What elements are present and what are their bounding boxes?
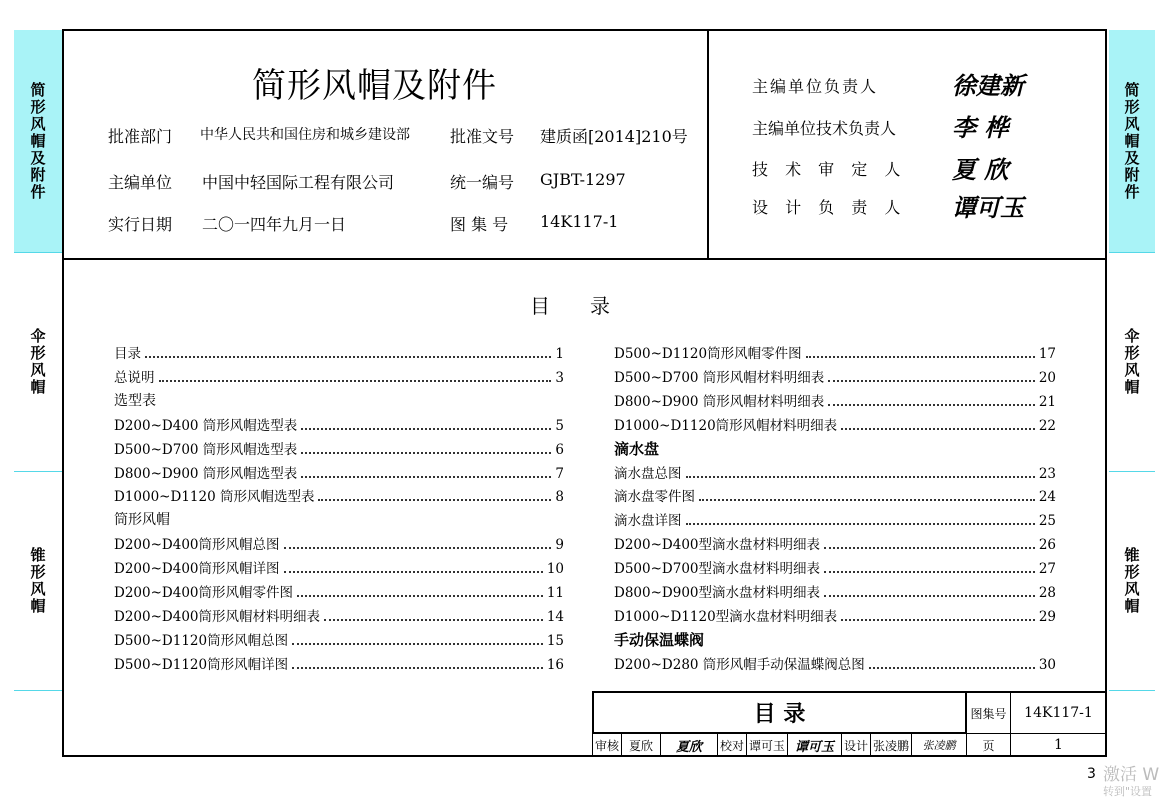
left-tab-tube-cap[interactable] bbox=[14, 30, 62, 252]
toc-section-heading: 滴水盘 bbox=[614, 440, 660, 458]
design-signature: 张凌鹏 bbox=[922, 739, 956, 752]
toc-leader-dots bbox=[828, 380, 1035, 382]
sheet-number: 3 bbox=[1087, 766, 1096, 782]
toc-entry-label: D500~D1120筒形风帽零件图 bbox=[614, 346, 802, 362]
toc-entry-page: 14 bbox=[546, 609, 564, 625]
check-label-cell bbox=[592, 733, 622, 757]
toc-entry-page: 16 bbox=[546, 657, 564, 673]
responsible-role-1: 主编单位负责人 bbox=[752, 77, 879, 96]
right-tab-cone-cap-label: 锥形风帽 bbox=[1124, 546, 1140, 615]
toc-entry[interactable] bbox=[614, 342, 1056, 364]
toc-entry-label: D1000~D1120型滴水盘材料明细表 bbox=[614, 609, 838, 625]
left-tab-divider bbox=[14, 690, 62, 691]
toc-entry-label: D200~D400型滴水盘材料明细表 bbox=[614, 537, 820, 553]
header-divider bbox=[62, 258, 1107, 260]
toc-entry-page: 21 bbox=[1038, 394, 1056, 410]
toc-entry-label: D800~D900型滴水盘材料明细表 bbox=[614, 585, 820, 601]
toc-entry-page: 11 bbox=[546, 585, 564, 601]
toc-entry-label: D500~D1120筒形风帽总图 bbox=[114, 633, 289, 649]
editor-unit-label: 主编单位 bbox=[108, 173, 173, 192]
toc-leader-dots bbox=[292, 643, 543, 645]
design-name: 张凌鹏 bbox=[872, 738, 909, 753]
check-name-cell bbox=[621, 733, 661, 757]
toc-entry-label: 总说明 bbox=[114, 370, 155, 386]
toc-entry-label: D500~D700型滴水盘材料明细表 bbox=[614, 561, 820, 577]
toc-leader-dots bbox=[297, 595, 543, 597]
toc-leader-dots bbox=[841, 619, 1035, 621]
design-label-cell bbox=[841, 733, 871, 757]
atlas-value-cell bbox=[1010, 691, 1107, 734]
toc-entry[interactable] bbox=[114, 462, 564, 484]
check-label: 审核 bbox=[594, 738, 619, 753]
atlas-no-value: 14K117-1 bbox=[540, 212, 619, 231]
design-sig-cell bbox=[911, 733, 967, 757]
toc-section-heading: 筒形风帽 bbox=[114, 512, 170, 528]
toc-entry-label: D200~D400 筒形风帽选型表 bbox=[114, 418, 298, 434]
left-tab-umbrella-cap[interactable] bbox=[14, 253, 62, 471]
unified-no-label: 统一编号 bbox=[450, 173, 515, 192]
toc-entry-page: 25 bbox=[1038, 513, 1056, 529]
approve-dept-label: 批准部门 bbox=[108, 127, 173, 146]
check-signature: 夏欣 bbox=[675, 739, 702, 755]
toc-leader-dots bbox=[284, 571, 543, 573]
toc-entry-page: 29 bbox=[1038, 609, 1056, 625]
toc-entry[interactable] bbox=[114, 581, 564, 603]
toc-entry-page: 10 bbox=[546, 561, 564, 577]
toc-entry-page: 22 bbox=[1038, 418, 1056, 434]
responsible-role-3: 技 术 审 定 人 bbox=[752, 160, 907, 179]
toc-entry-label: 滴水盘详图 bbox=[614, 513, 682, 529]
page-label: 页 bbox=[982, 738, 995, 753]
activation-watermark-line1: 激活 W bbox=[1103, 765, 1160, 785]
right-tab-umbrella-cap-label: 伞形风帽 bbox=[1124, 327, 1140, 396]
approve-doc-value: 建质函[2014]210号 bbox=[540, 127, 688, 146]
toc-entry-label: D200~D400筒形风帽材料明细表 bbox=[114, 609, 320, 625]
toc-entry-label: 滴水盘总图 bbox=[614, 466, 682, 482]
toc-entry-label: D1000~D1120 筒形风帽选型表 bbox=[114, 489, 315, 505]
left-tab-umbrella-cap-label: 伞形风帽 bbox=[30, 327, 46, 396]
atlas-label-cell bbox=[966, 691, 1011, 734]
toc-leader-dots bbox=[699, 499, 1035, 501]
proof-signature: 谭可玉 bbox=[794, 739, 834, 755]
toc-entry-page: 26 bbox=[1038, 537, 1056, 553]
activation-watermark-line2: 转到"设置 bbox=[1103, 785, 1153, 798]
toc-leader-dots bbox=[686, 476, 1035, 478]
page-label-cell bbox=[966, 733, 1011, 757]
toc-entry-label: D800~D900 筒形风帽选型表 bbox=[114, 466, 298, 482]
toc-entry-page: 5 bbox=[555, 418, 564, 434]
approve-dept-value: 中华人民共和国住房和城乡建设部 bbox=[200, 127, 410, 143]
toc-entry[interactable] bbox=[114, 533, 564, 555]
check-name: 夏欣 bbox=[628, 738, 653, 753]
toc-entry-page: 8 bbox=[555, 489, 564, 505]
atlas-label: 图集号 bbox=[970, 706, 1007, 721]
approve-doc-label: 批准文号 bbox=[450, 127, 515, 146]
toc-entry[interactable] bbox=[614, 653, 1056, 675]
toc-leader-dots bbox=[284, 547, 552, 549]
toc-leader-dots bbox=[318, 499, 551, 501]
left-tab-cone-cap[interactable] bbox=[14, 472, 62, 690]
responsible-signature-3: 夏 欣 bbox=[952, 155, 1009, 184]
toc-entry[interactable] bbox=[114, 557, 564, 579]
toc-entry-label: 滴水盘零件图 bbox=[614, 489, 695, 505]
toc-leader-dots bbox=[292, 667, 543, 669]
toc-entry-page: 7 bbox=[555, 466, 564, 482]
toc-section-heading: 选型表 bbox=[114, 393, 156, 409]
toc-leader-dots bbox=[841, 428, 1035, 430]
responsible-signature-2: 李 桦 bbox=[952, 113, 1009, 142]
toc-entry-label: D800~D900 筒形风帽材料明细表 bbox=[614, 394, 825, 410]
toc-entry[interactable] bbox=[614, 581, 1056, 603]
toc-leader-dots bbox=[828, 404, 1035, 406]
responsible-signature-4: 谭可玉 bbox=[952, 193, 1024, 222]
impl-date-label: 实行日期 bbox=[108, 215, 173, 234]
right-tab-tube-cap-label: 简形风帽及附件 bbox=[1124, 80, 1140, 201]
proof-name: 谭可玉 bbox=[748, 738, 785, 753]
toc-entry-label: D500~D700 筒形风帽选型表 bbox=[114, 442, 298, 458]
toc-leader-dots bbox=[824, 571, 1035, 573]
toc-entry[interactable] bbox=[114, 438, 564, 460]
header-column-divider bbox=[707, 29, 709, 259]
toc-entry[interactable] bbox=[614, 605, 1056, 627]
check-sig-cell bbox=[660, 733, 718, 757]
right-tab-umbrella-cap[interactable] bbox=[1109, 253, 1155, 471]
title-block-name bbox=[592, 691, 967, 734]
toc-entry-label: D200~D280 筒形风帽手动保温蝶阀总图 bbox=[614, 657, 865, 673]
atlas-no-label: 图 集 号 bbox=[450, 215, 509, 234]
toc-leader-dots bbox=[686, 523, 1035, 525]
toc-entry-label: D200~D400筒形风帽零件图 bbox=[114, 585, 293, 601]
toc-entry-label: D500~D700 筒形风帽材料明细表 bbox=[614, 370, 825, 386]
title-block-name-text: 目 录 bbox=[753, 702, 806, 727]
responsible-signature-1: 徐建新 bbox=[952, 71, 1024, 100]
left-tab-tube-cap-label: 简形风帽及附件 bbox=[30, 80, 46, 201]
toc-entry[interactable] bbox=[614, 414, 1056, 436]
toc-entry[interactable] bbox=[114, 414, 564, 436]
toc-entry-page: 28 bbox=[1038, 585, 1056, 601]
design-label: 设计 bbox=[843, 738, 868, 753]
page-value: 1 bbox=[1054, 737, 1063, 753]
toc-entry[interactable] bbox=[114, 653, 564, 675]
toc-entry[interactable] bbox=[614, 509, 1056, 531]
toc-leader-dots bbox=[869, 667, 1035, 669]
toc-leader-dots bbox=[824, 595, 1035, 597]
toc-entry-page: 20 bbox=[1038, 370, 1056, 386]
toc-entry-label: D500~D1120筒形风帽详图 bbox=[114, 657, 289, 673]
toc-leader-dots bbox=[145, 356, 551, 358]
toc-entry-page: 23 bbox=[1038, 466, 1056, 482]
toc-leader-dots bbox=[301, 452, 551, 454]
toc-entry[interactable] bbox=[114, 629, 564, 651]
toc-title: 目 录 bbox=[530, 294, 610, 318]
responsible-role-4: 设 计 负 责 人 bbox=[752, 198, 907, 217]
right-tab-divider bbox=[1109, 690, 1155, 691]
toc-entry-page: 30 bbox=[1038, 657, 1056, 673]
page-value-cell bbox=[1010, 733, 1107, 757]
toc-entry-label: D200~D400筒形风帽总图 bbox=[114, 537, 280, 553]
left-tab-cone-cap-label: 锥形风帽 bbox=[30, 546, 46, 615]
toc-entry-page: 15 bbox=[546, 633, 564, 649]
toc-entry-label: D1000~D1120筒形风帽材料明细表 bbox=[614, 418, 838, 434]
toc-leader-dots bbox=[824, 547, 1035, 549]
toc-leader-dots bbox=[324, 619, 543, 621]
toc-entry[interactable] bbox=[614, 366, 1056, 388]
toc-leader-dots bbox=[806, 356, 1035, 358]
toc-entry-label: D200~D400筒形风帽详图 bbox=[114, 561, 280, 577]
toc-leader-dots bbox=[301, 428, 551, 430]
toc-entry-label: 目录 bbox=[114, 346, 141, 362]
design-name-cell bbox=[870, 733, 912, 757]
toc-entry-page: 9 bbox=[555, 537, 564, 553]
toc-section-heading: 手动保温蝶阀 bbox=[614, 631, 705, 649]
unified-no-value: GJBT-1297 bbox=[540, 170, 626, 189]
toc-entry[interactable] bbox=[614, 462, 1056, 484]
toc-entry-page: 1 bbox=[555, 346, 564, 362]
toc-entry[interactable] bbox=[114, 342, 564, 364]
impl-date-value: 二〇一四年九月一日 bbox=[202, 215, 347, 234]
toc-entry[interactable] bbox=[614, 557, 1056, 579]
right-tab-cone-cap[interactable] bbox=[1109, 472, 1155, 690]
toc-entry[interactable] bbox=[614, 390, 1056, 412]
proof-sig-cell bbox=[787, 733, 842, 757]
document-title: 简形风帽及附件 bbox=[252, 66, 497, 106]
toc-entry[interactable] bbox=[114, 605, 564, 627]
toc-entry[interactable] bbox=[614, 485, 1056, 507]
proof-name-cell bbox=[746, 733, 788, 757]
toc-leader-dots bbox=[301, 476, 551, 478]
responsible-role-2: 主编单位技术负责人 bbox=[752, 119, 897, 138]
toc-entry-page: 24 bbox=[1038, 489, 1056, 505]
toc-entry-page: 27 bbox=[1038, 561, 1056, 577]
toc-leader-dots bbox=[159, 380, 552, 382]
editor-unit-value: 中国中轻国际工程有限公司 bbox=[202, 173, 395, 192]
right-tab-tube-cap[interactable] bbox=[1109, 30, 1155, 252]
toc-entry[interactable] bbox=[114, 366, 564, 388]
toc-entry-page: 17 bbox=[1038, 346, 1056, 362]
toc-entry-page: 6 bbox=[555, 442, 564, 458]
proof-label: 校对 bbox=[719, 738, 744, 753]
toc-entry-page: 3 bbox=[555, 370, 564, 386]
proof-label-cell bbox=[717, 733, 747, 757]
atlas-value: 14K117-1 bbox=[1024, 705, 1093, 721]
toc-entry[interactable] bbox=[614, 533, 1056, 555]
toc-entry[interactable] bbox=[114, 485, 564, 507]
